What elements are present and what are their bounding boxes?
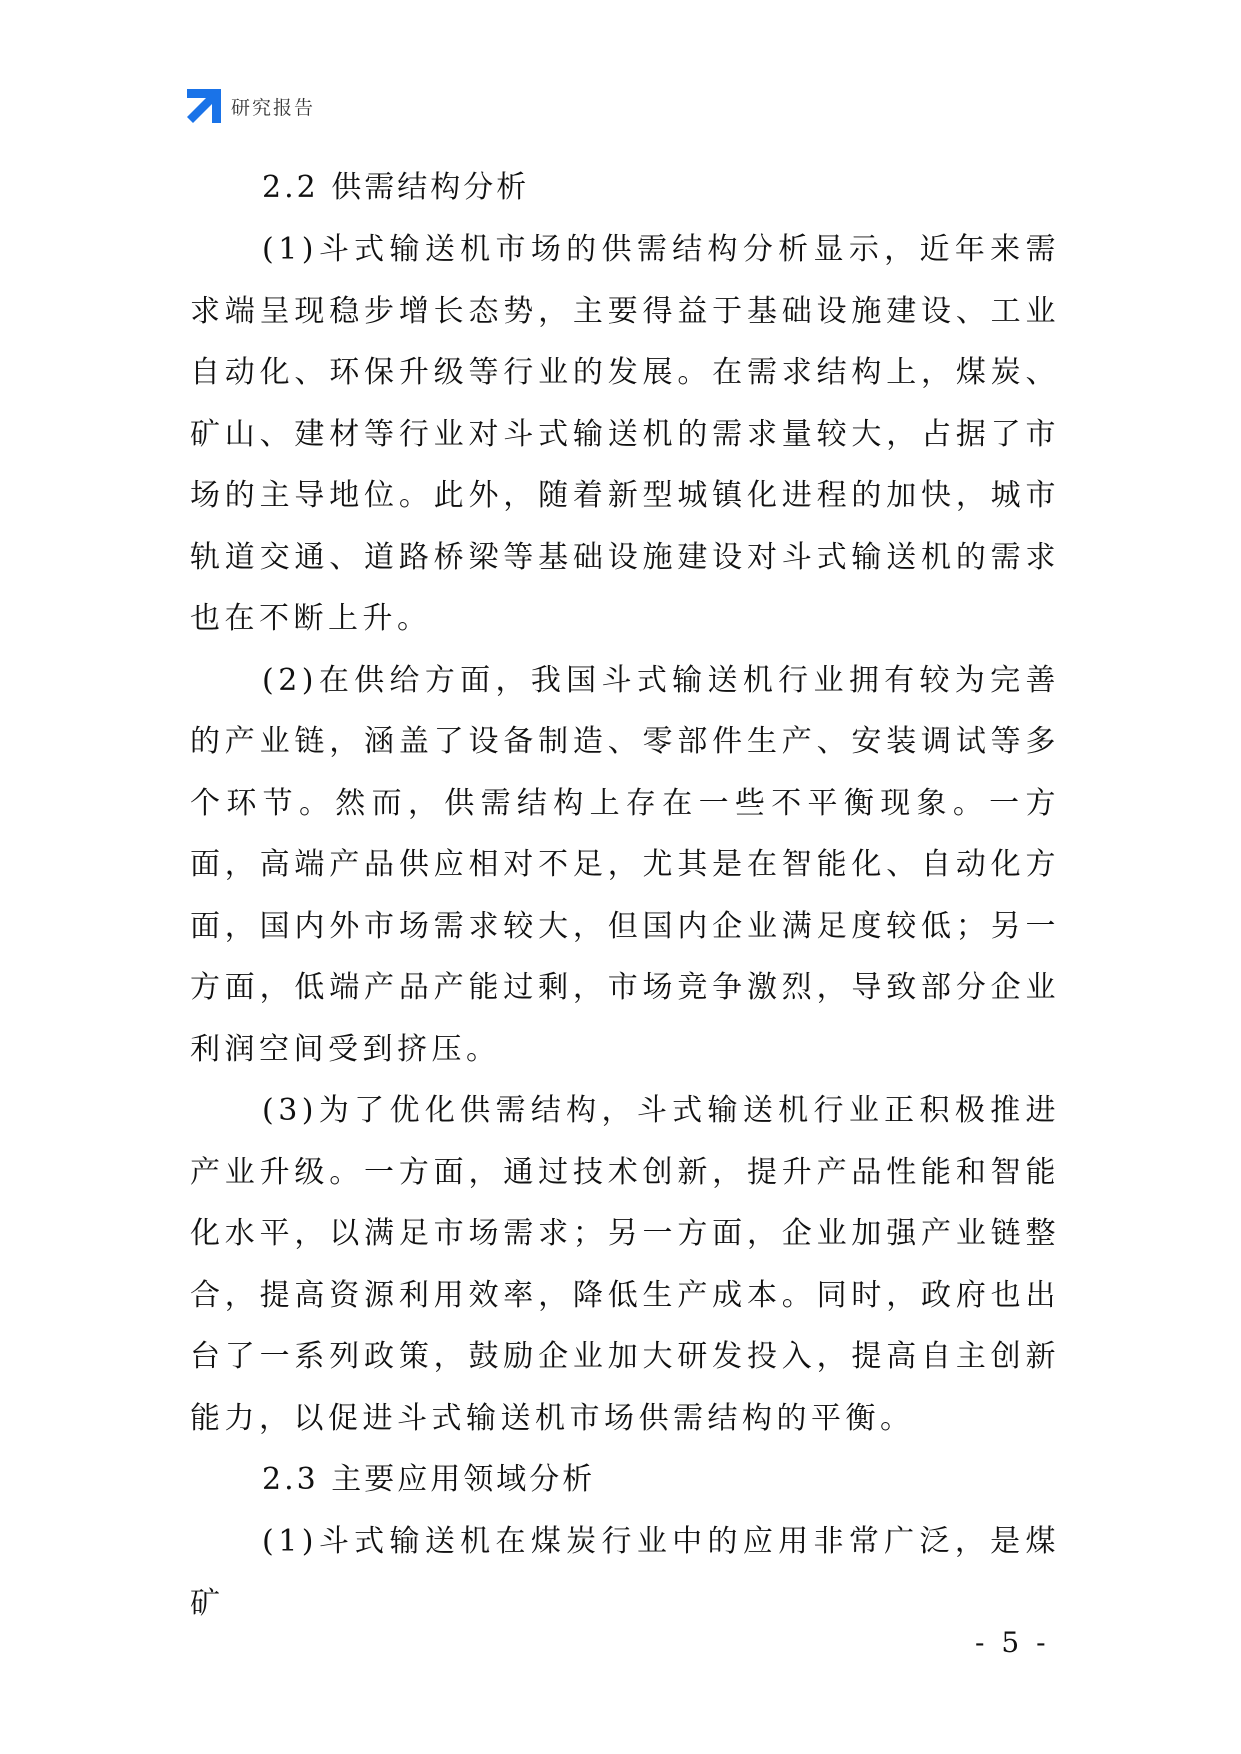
section-heading-2-3: 2.3 主要应用领域分析 xyxy=(262,1462,596,1497)
arrow-logo-icon xyxy=(187,89,221,123)
header-title: 研究报告 xyxy=(231,96,316,119)
section-heading-2-2: 2.2 供需结构分析 xyxy=(262,170,530,205)
report-header xyxy=(187,88,315,124)
paragraph-2-2-1: (1)斗式输送机市场的供需结构分析显示，近年来需求端呈现稳步增长态势，主要得益于基础设施建设、工业自动化、环保升级等行业的发展。在需求结构上，煤炭、矿山、建材等行业对斗式输送机的需求量较大，占据了市场的主导地位。此外，随着新型城镇化进程的加快，城市轨道交通、道路桥梁等基础设施建设对斗式输送机的需求也在不断上升。 xyxy=(190,232,1060,636)
page-number: - 5 - xyxy=(975,1626,1050,1659)
paragraph-2-2-2: (2)在供给方面，我国斗式输送机行业拥有较为完善的产业链，涵盖了设备制造、零部件生产、安装调试等多个环节。然而，供需结构上存在一些不平衡现象。一方面，高端产品供应相对不足，尤其是在智能化、自动化方面，国内外市场需求较大，但国内企业满足度较低；另一方面，低端产品产能过剩，市场竞争激烈，导致部分企业利润空间受到挤压。 xyxy=(190,662,1060,1067)
paragraph-2-3-1: (1)斗式输送机在煤炭行业中的应用非常广泛，是煤矿 xyxy=(190,1524,1060,1621)
paragraph-2-2-3: (3)为了优化供需结构，斗式输送机行业正积极推进产业升级。一方面，通过技术创新，提升产品性能和智能化水平，以满足市场需求；另一方面，企业加强产业链整合，提高资源利用效率，降低生产成本。同时，政府也出台了一系列政策，鼓励企业加大研发投入，提高自主创新能力，以促进斗式输送机市场供需结构的平衡。 xyxy=(190,1093,1060,1436)
document-body xyxy=(190,157,1060,1634)
